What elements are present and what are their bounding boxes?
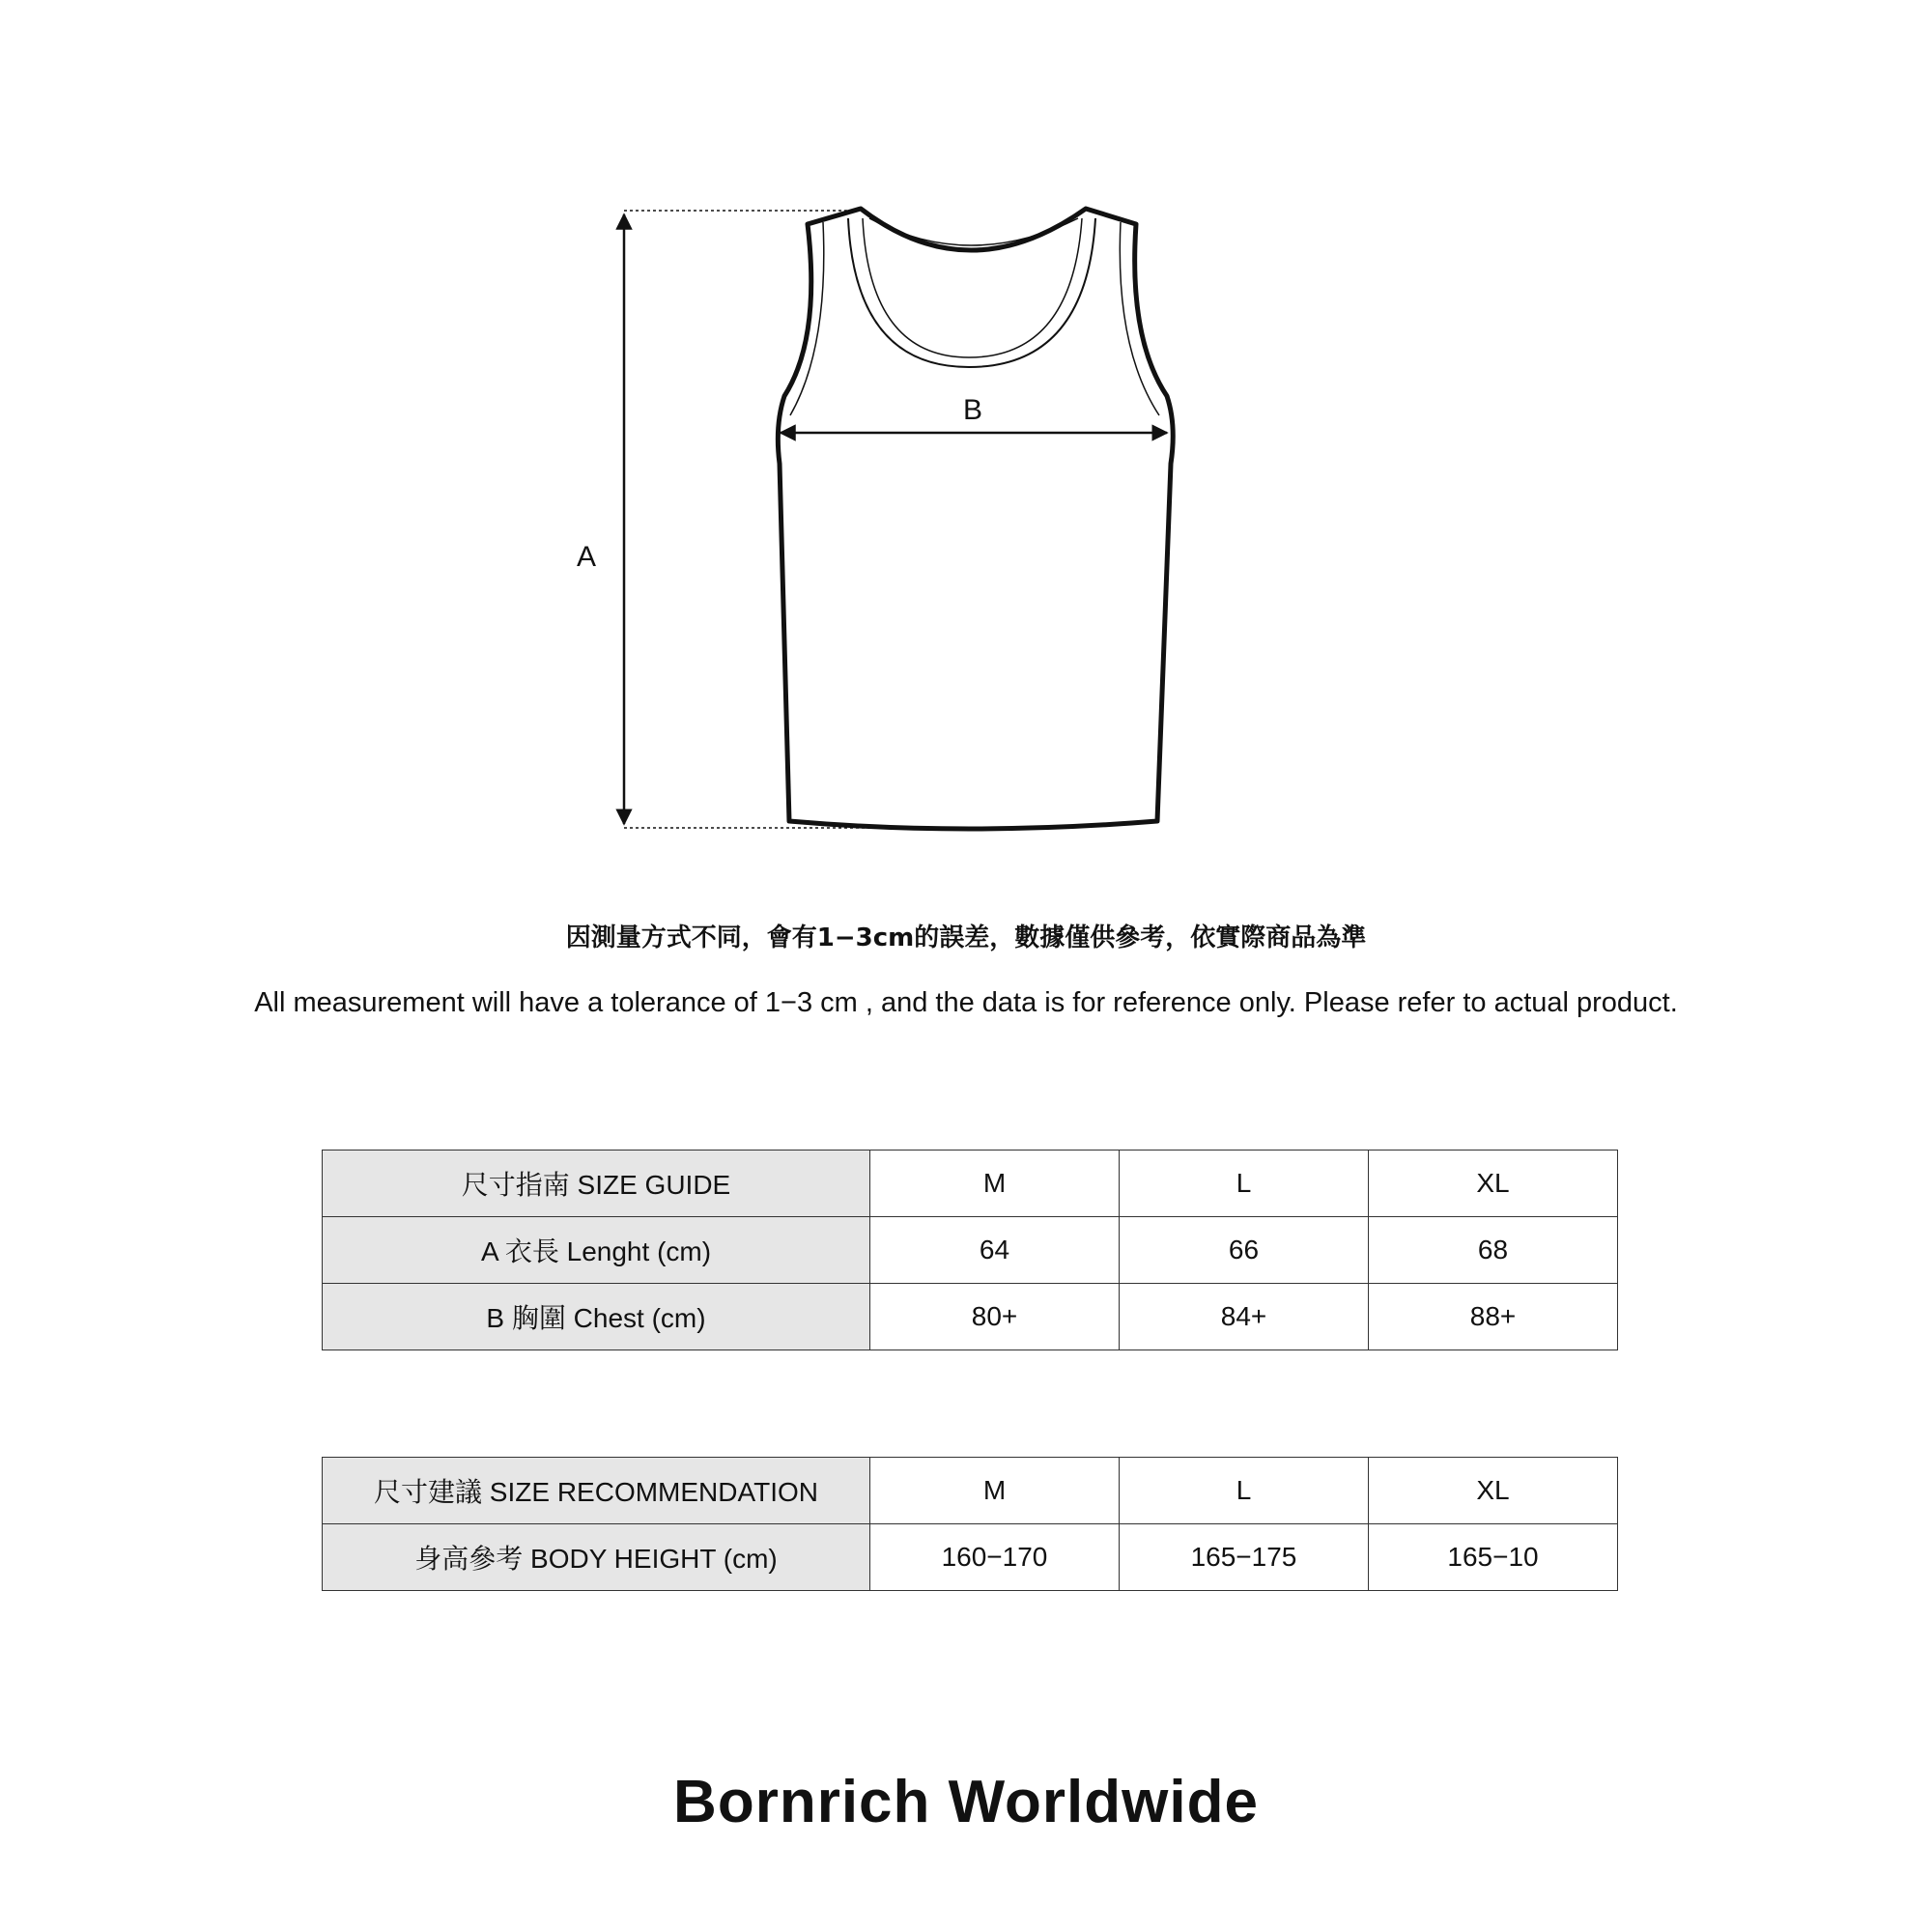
size-recommendation-header: 尺寸建議 SIZE RECOMMENDATION [323,1458,870,1524]
brand-name: Bornrich Worldwide [673,1769,1259,1835]
label-b: B [962,394,983,426]
chest-l: 84+ [1120,1284,1369,1350]
length-l: 66 [1120,1217,1369,1284]
measurement-note-english: All measurement will have a tolerance of 1−3 cm , and the data is for reference only. Please refer to actual product. [254,987,1678,1018]
table-row [323,1284,1618,1350]
chest-xl: 88+ [1369,1284,1618,1350]
table-row [323,1524,1618,1591]
size-col-m: M [870,1151,1120,1217]
size-guide-header: 尺寸指南 SIZE GUIDE [323,1151,870,1217]
height-xl: 165−10 [1369,1524,1618,1591]
row-label-body-height: 身高參考 BODY HEIGHT (cm) [323,1524,870,1591]
height-l: 165−175 [1120,1524,1369,1591]
measurement-note-chinese: 因測量方式不同，會有1−3cm的誤差，數據僅供參考，依實際商品為準 [565,923,1367,952]
tank-top-outline [778,209,1173,829]
label-a: A [576,541,597,573]
table-header-row [323,1151,1618,1217]
table-row [323,1217,1618,1284]
size-recommendation-table [322,1457,1618,1591]
length-m: 64 [870,1217,1120,1284]
height-m: 160−170 [870,1524,1120,1591]
length-xl: 68 [1369,1217,1618,1284]
chest-m: 80+ [870,1284,1120,1350]
row-label-chest: B 胸圍 Chest (cm) [323,1284,870,1350]
tank-top-diagram [0,0,1932,869]
size-col-l: L [1120,1151,1369,1217]
table-header-row [323,1458,1618,1524]
row-label-length: A 衣長 Lenght (cm) [323,1217,870,1284]
size-guide-table [322,1150,1618,1350]
size-col-xl: XL [1369,1151,1618,1217]
size-col-xl: XL [1369,1458,1618,1524]
size-col-m: M [870,1458,1120,1524]
size-col-l: L [1120,1458,1369,1524]
